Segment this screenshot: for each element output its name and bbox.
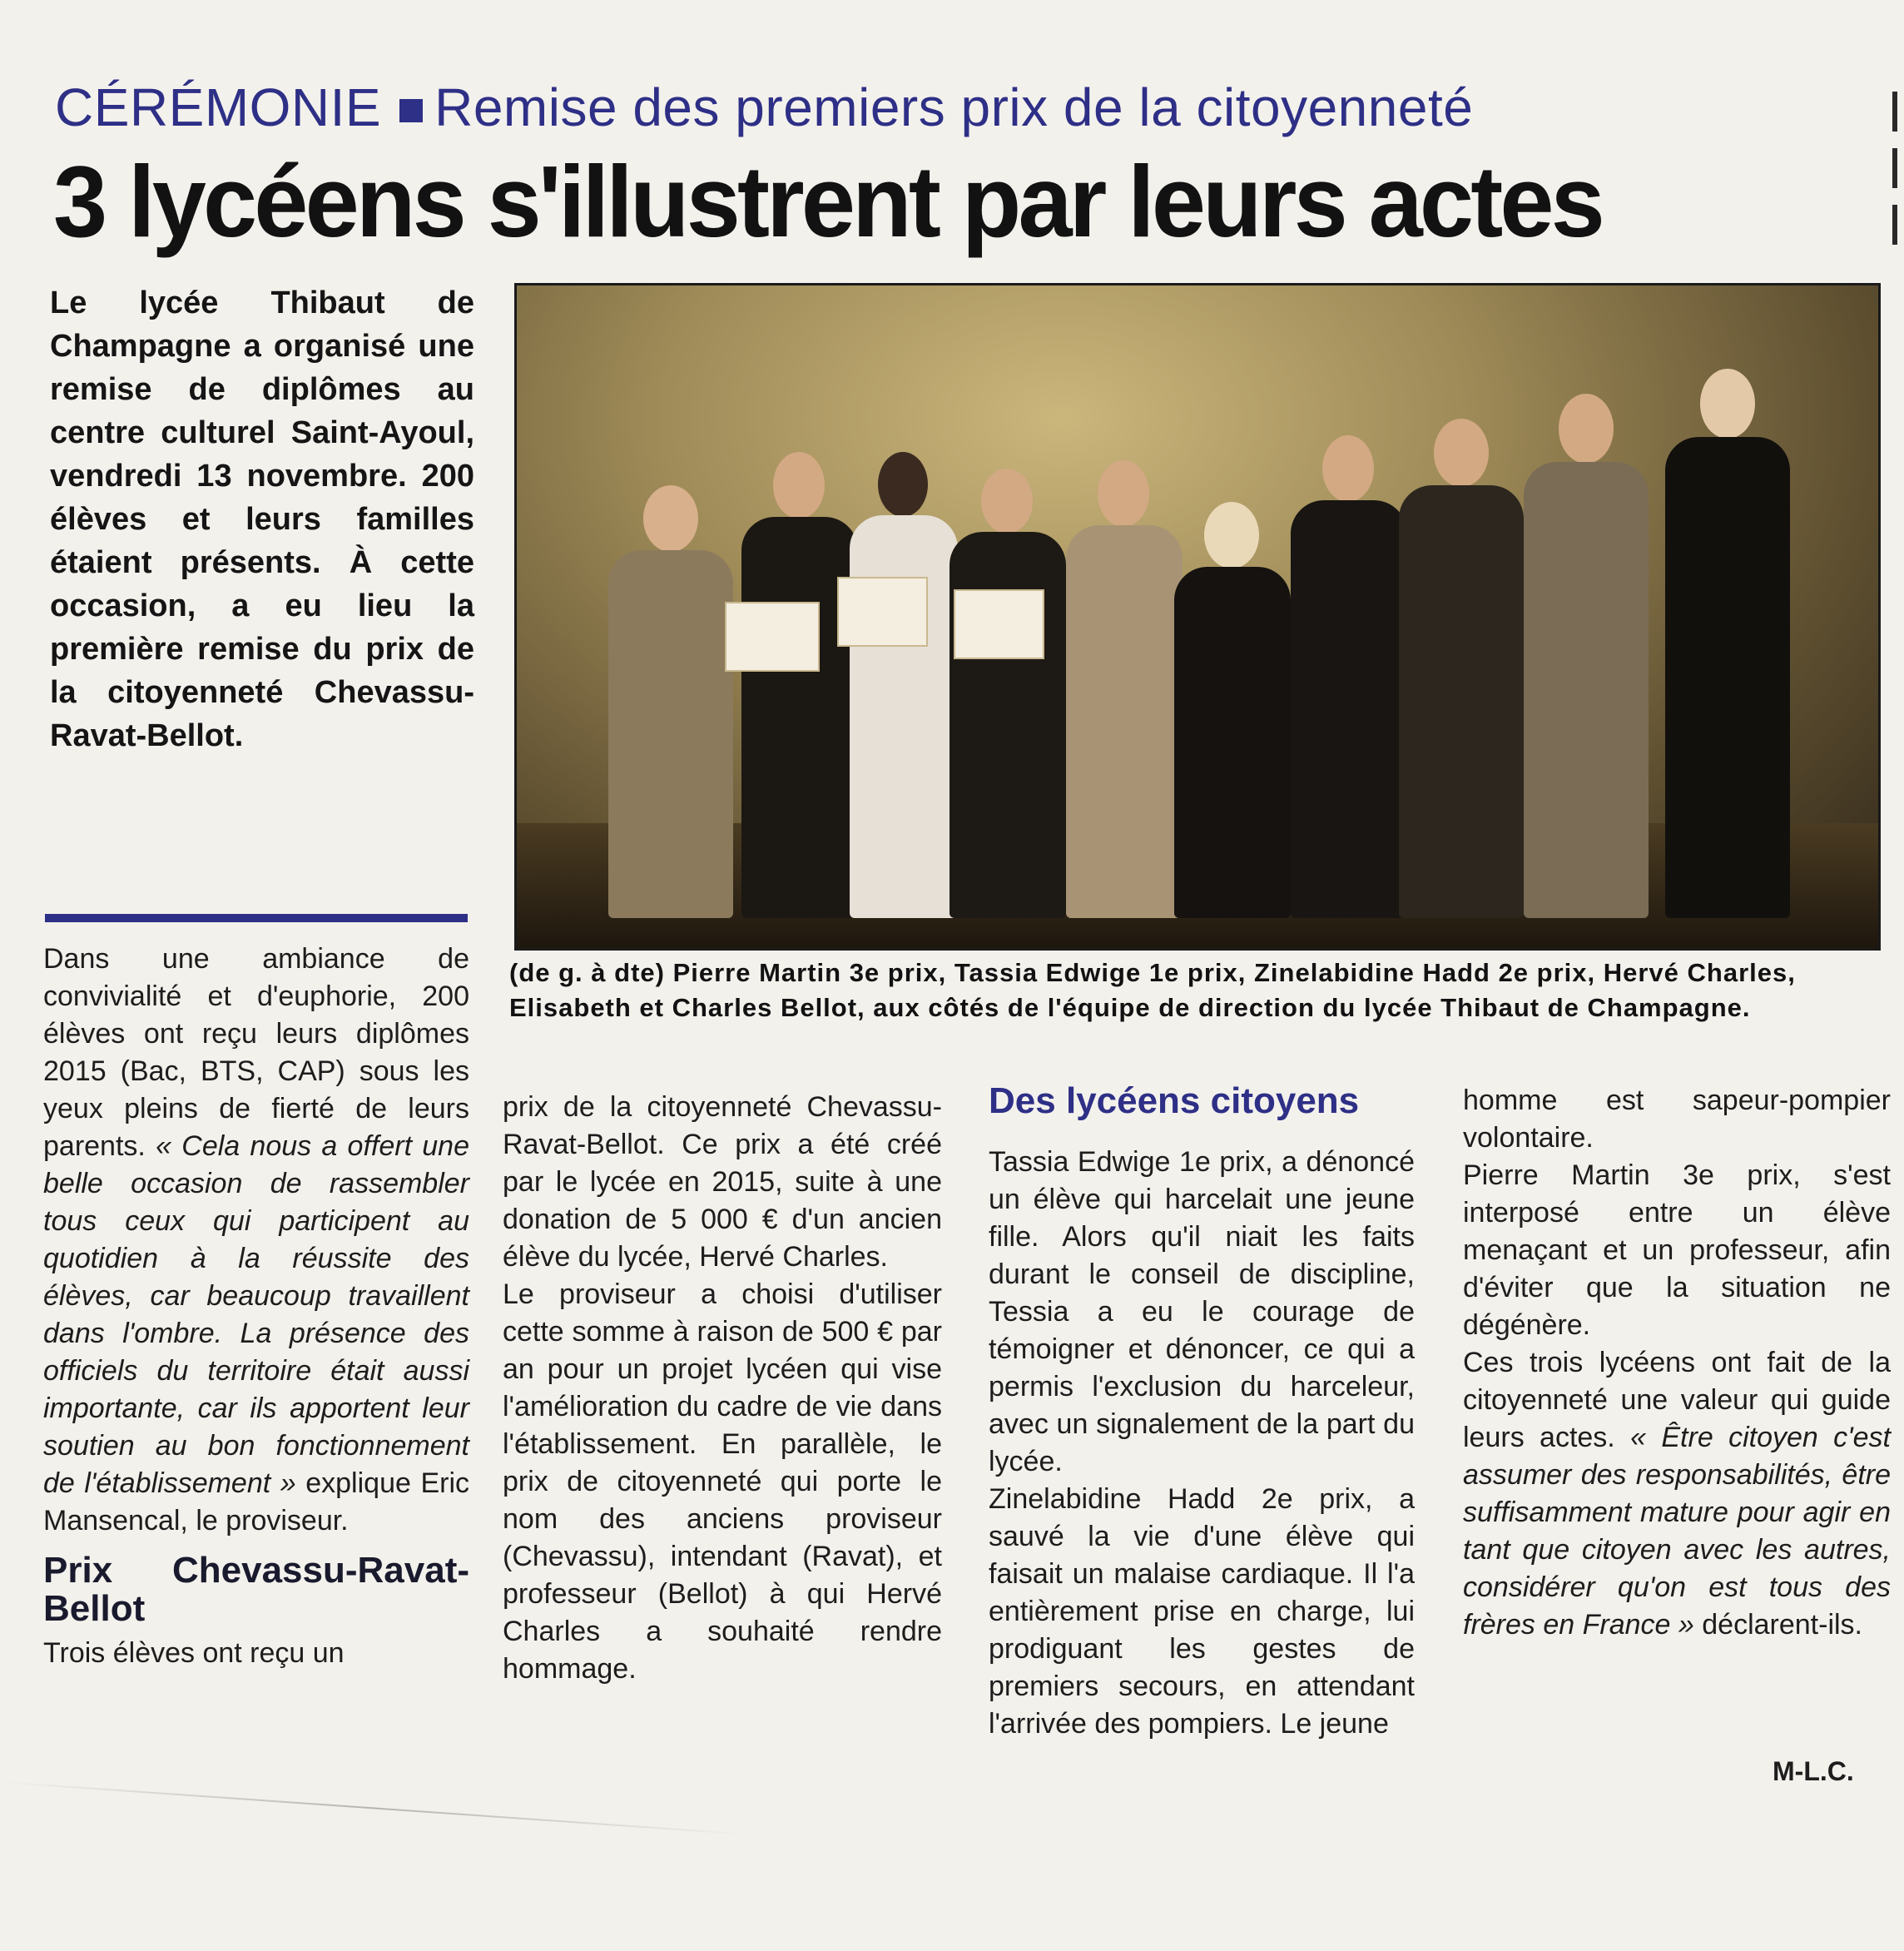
- column-3: [989, 1082, 1415, 1743]
- col2-paragraph-1: prix de la citoyenneté Chevassu-Ravat-Bellot. Ce prix a été créé par le lycée en 2015, suite à une donation de 5 000 € d'un ancien élève du lycée, Hervé Charles.: [503, 1091, 942, 1273]
- col2-paragraph-2: Le proviseur a choisi d'utiliser cette somme à raison de 500 € par an pour un projet lycéen qui vise l'amélioration du cadre de vie dans l'établissement. En parallèle, le prix de citoyenneté qui porte le nom des anciens proviseur (Chevassu), intendant (Ravat), et professeur (Bellot) à qui Hervé Charles a souhaité rendre hommage.: [503, 1278, 942, 1685]
- subhead-lyceens: Des lycéens citoyens: [989, 1080, 1360, 1121]
- intro-paragraph: Le lycée Thibaut de Champagne a organisé une remise de diplômes au centre culturel Saint-Ayoul, vendredi 13 novembre. 200 élèves et leurs familles étaient présents. À cette occasion, a eu lieu la première remise du prix de la citoyenneté Chevassu-Ravat-Bellot.: [50, 285, 474, 753]
- column-1: [43, 941, 469, 1672]
- col3-paragraph-1: Tassia Edwige 1e prix, a dénoncé un élève qui harcelait une jeune fille. Alors qu'il niait les faits durant le conseil de discipline, Tessia a eu le courage de témoigner et dénoncer, ce qui a permis l'exclusion du harceleur, avec un signalement de la part du lycée.: [989, 1146, 1415, 1477]
- kicker-subtitle: Remise des premiers prix de la citoyenneté: [434, 77, 1474, 137]
- kicker-square-icon: [399, 99, 423, 122]
- col4-attribution: déclarent-ils.: [1702, 1609, 1862, 1641]
- col4-quote: « Être citoyen c'est assumer des responsabilités, être suffisamment mature pour agir en tant que citoyen avec les autres, considérer qu'on est tous des frères en France »: [1463, 1422, 1892, 1641]
- column-4: [1463, 1082, 1891, 1644]
- intro-divider: [45, 914, 468, 922]
- section-label: CÉRÉMONIE: [55, 77, 382, 137]
- photo-caption: (de g. à dte) Pierre Martin 3e prix, Tassia Edwige 1e prix, Zinelabidine Hadd 2e prix, Hervé Charles, Elisabeth et Charles Bellot, aux côtés de l'équipe de direction du lycée Thibaut de Champagne.: [509, 958, 1796, 1022]
- col1-paragraph-2: Trois élèves ont reçu un: [43, 1637, 345, 1669]
- col4-paragraph-3: [1463, 1344, 1891, 1644]
- adjacent-article-edge: [1892, 92, 1897, 258]
- col1-attribution: explique Eric Mansencal, le proviseur.: [43, 1467, 469, 1536]
- kicker-line: [55, 77, 1473, 138]
- col4-paragraph-2: Pierre Martin 3e prix, s'est interposé entre un élève menaçant et un professeur, afin d'éviter que la situation ne dégénère.: [1463, 1159, 1891, 1341]
- headline: 3 lycéens s'illustrent par leurs actes: [53, 145, 1602, 258]
- col1-paragraph: [43, 941, 469, 1540]
- col1-quote: « Cela nous a offert une belle occasion de rassembler tous ceux qui participent au quotidien à la réussite des élèves, car beaucoup travaillent dans l'ombre. La présence des officiels du territoire était aussi importante, car ils apportent leur soutien au bon fonctionnement de l'établissement »: [43, 1130, 469, 1499]
- subhead-prix: Prix Chevassu-Ravat-Bellot: [43, 1550, 469, 1629]
- ceremony-photo: [514, 283, 1881, 951]
- paper-crease: [0, 1781, 747, 1835]
- author-signature: M-L.C.: [1773, 1756, 1854, 1786]
- col4-paragraph-1: homme est sapeur-pompier volontaire.: [1463, 1085, 1891, 1154]
- col1-text: Dans une ambiance de convivialité et d'euphorie, 200 élèves ont reçu leurs diplômes 2015 (Bac, BTS, CAP) sous les yeux pleins de fierté de leurs parents.: [43, 943, 469, 1162]
- column-2: [503, 1089, 942, 1688]
- col4-text: Ces trois lycéens ont fait de la citoyenneté une valeur qui guide leurs actes.: [1463, 1347, 1891, 1453]
- col3-paragraph-2: Zinelabidine Hadd 2e prix, a sauvé la vie d'une élève qui faisait un malaise cardiaque. Il l'a entièrement prise en charge, lui prodiguant les gestes de premiers secours, en attendant l'arrivée des pompiers. Le jeune: [989, 1483, 1415, 1740]
